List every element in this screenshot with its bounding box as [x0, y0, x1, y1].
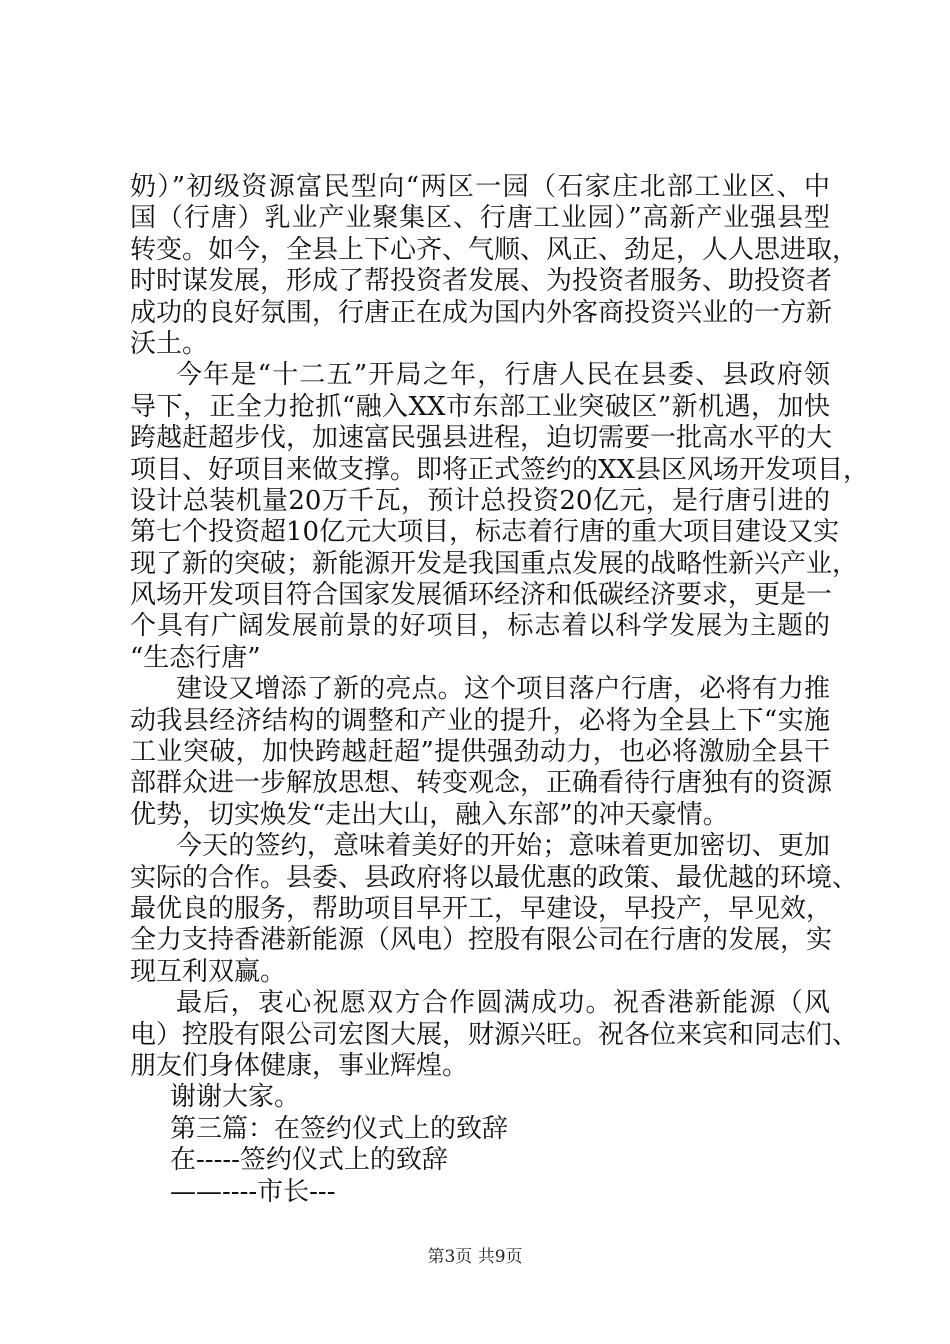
text-line: 设计总装机量20万千瓦，预计总投资20亿元，是行唐引进的	[130, 485, 830, 516]
text-line: 朋友们身体健康，事业辉煌。	[130, 1050, 469, 1081]
text-line: 全力支持香港新能源（风电）控股有限公司在行唐的发展，实	[130, 925, 833, 956]
text-line: 第七个投资超10亿元大项目，标志着行唐的重大项目建设又实	[130, 517, 840, 548]
text-line: 优势，切实焕发“走出大山，融入东部”的冲天豪情。	[130, 799, 729, 830]
text-line: 风场开发项目符合国家发展循环经济和低碳经济要求，更是一	[130, 580, 833, 611]
text-line: 现了新的突破；新能源开发是我国重点发展的战略性新兴产业，	[130, 548, 859, 579]
document-body	[130, 172, 870, 1208]
text-line: 现互利双赢。	[130, 956, 287, 987]
text-line: 部群众进一步解放思想、转变观念，正确看待行唐独有的资源	[130, 768, 833, 799]
text-line: 动我县经济结构的调整和产业的提升，必将为全县上下“实施	[130, 705, 830, 736]
text-line: 时时谋发展，形成了帮投资者发展、为投资者服务、助投资者	[130, 266, 833, 297]
text-line: 导下，正全力抢抓“融入XX市东部工业突破区”新机遇，加快	[130, 391, 830, 422]
text-line: 电）控股有限公司宏图大展，财源兴旺。祝各位来宾和同志们、	[130, 1019, 859, 1050]
text-line: 国（行唐）乳业产业聚集区、行唐工业园）”高新产业强县型	[130, 203, 830, 234]
speech-title: 在-----签约仪式上的致辞	[170, 1145, 448, 1176]
text-line: 实际的合作。县委、县政府将以最优惠的政策、最优越的环境、	[130, 862, 859, 893]
text-line: 沃土。	[130, 328, 209, 359]
text-line: 项目、好项目来做支撑。即将正式签约的XX县区风场开发项目，	[130, 454, 870, 485]
text-line: 奶）”初级资源富民型向“两区一园（石家庄北部工业区、中	[130, 172, 830, 202]
paragraph-first-line: 建设又增添了新的亮点。这个项目落户行唐，必将有力推	[176, 674, 830, 705]
section-heading: 第三篇：在签约仪式上的致辞	[170, 1113, 509, 1144]
text-line: 最优良的服务，帮助项目早开工，早建设，早投产，早见效，	[130, 893, 833, 924]
paragraph-first-line: 今天的签约，意味着美好的开始；意味着更加密切、更加	[176, 831, 830, 862]
text-line: 跨越赶超步伐，加速富民强县进程，迫切需要一批高水平的大	[130, 423, 833, 454]
text-line: 转变。如今，全县上下心齐、气顺、风正、劲足，人人思进取，	[130, 234, 859, 265]
text-line: 成功的良好氛围，行唐正在成为国内外客商投资兴业的一方新	[130, 297, 833, 328]
text-line: “生态行唐”	[130, 642, 261, 673]
page-number-footer: 第3页 共9页	[427, 1247, 523, 1267]
paragraph-first-line: 今年是“十二五”开局之年，行唐人民在县委、县政府领	[176, 360, 830, 391]
speaker-line: ——----市长---	[170, 1176, 336, 1207]
closing-thanks: 谢谢大家。	[170, 1082, 301, 1113]
text-line: 个具有广阔发展前景的好项目，标志着以科学发展为主题的	[130, 611, 830, 642]
text-line: 工业突破，加快跨越赶超”提供强劲动力，也必将激励全县干	[130, 737, 830, 768]
paragraph-first-line: 最后，衷心祝愿双方合作圆满成功。祝香港新能源（风	[176, 988, 830, 1019]
